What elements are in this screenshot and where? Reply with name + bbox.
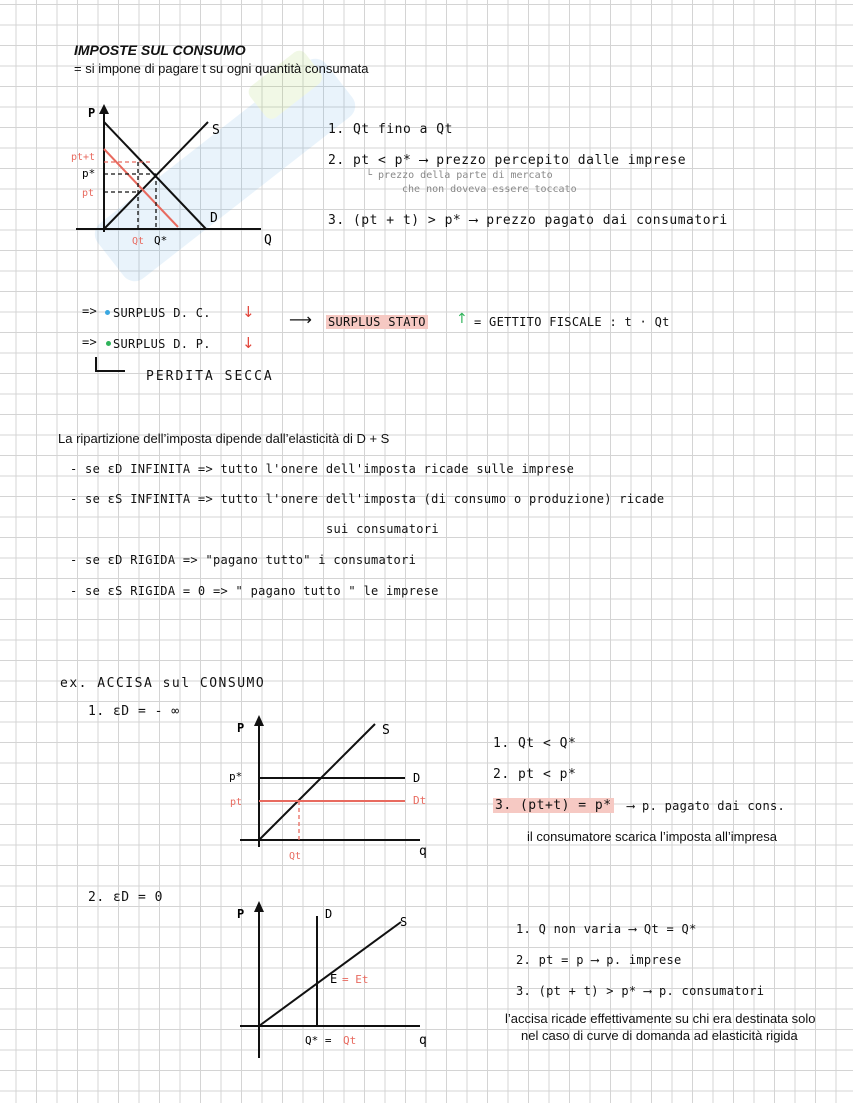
- page-title: IMPOSTE SUL CONSUMO: [74, 42, 246, 58]
- note1-item2-sub1: └ prezzo della parte di mercato: [366, 170, 553, 181]
- stato-up-arrow: ↑: [456, 311, 468, 327]
- perdita-secca: PERDITA SECCA: [146, 369, 274, 384]
- note3-item1: 1. Q non varia ⟶ Qt = Q*: [516, 922, 697, 936]
- graph3-label-e: E: [330, 972, 338, 986]
- graph3-label-s: S: [400, 915, 408, 929]
- ripartizione-rule-2b: sui consumatori: [326, 522, 439, 536]
- example-case-1: 1. ɛD = - ∞: [88, 704, 180, 719]
- graph-supply-demand-tax: [66, 102, 286, 252]
- ripartizione-rule-1: - se ɛD INFINITA => tutto l'onere dell'imposta ricade sulle imprese: [70, 462, 575, 476]
- graph2-label-d: D: [413, 771, 421, 785]
- graph1-label-d: D: [210, 211, 218, 226]
- perdita-bracket: [93, 355, 153, 375]
- graph3-label-et: = Et: [342, 973, 369, 986]
- graph1-label-pstar: p*: [82, 167, 96, 180]
- graph2-label-s: S: [382, 723, 390, 738]
- graph3-label-qt: Qt: [343, 1034, 357, 1047]
- graph1-y-arrow: [99, 104, 109, 114]
- note2-item2: 2. pt < p*: [493, 767, 577, 782]
- graph2-label-qt: Qt: [289, 851, 302, 862]
- graph2-label-pt: pt: [230, 797, 243, 808]
- graph1-label-qt: Qt: [132, 236, 145, 247]
- note3-caption-1: l’accisa ricade effettivamente su chi era destinata solo: [505, 1011, 816, 1026]
- example-case-2: 2. ɛD = 0: [88, 890, 163, 905]
- graph3-label-d: D: [325, 907, 333, 921]
- surplus-dc-down-arrow: ↓: [242, 303, 255, 321]
- surplus-arrow-1: =>: [82, 304, 98, 318]
- note2-caption: il consumatore scarica l’imposta all’impresa: [527, 829, 777, 844]
- graph3-label-q: q: [419, 1033, 427, 1048]
- ripartizione-rule-3: - se ɛD RIGIDA => "pagano tutto" i consumatori: [70, 553, 417, 567]
- graph2-supply-line: [259, 724, 375, 840]
- graph3-label-qstar: Q* =: [305, 1034, 332, 1047]
- bullet-green-dot: [106, 341, 111, 346]
- note3-item3: 3. (pt + t) > p* ⟶ p. consumatori: [516, 984, 765, 998]
- stato-arrow: ⟶: [289, 310, 312, 329]
- graph1-label-s: S: [212, 123, 220, 138]
- graph-elastic-demand: [225, 712, 445, 862]
- surplus-consumatori: SURPLUS D. C.: [113, 306, 211, 320]
- note1-item2-sub2: che non doveva essere toccato: [402, 184, 577, 195]
- page-subtitle: = si impone di pagare t su ogni quantità consumata: [74, 61, 369, 76]
- graph2-label-pstar: p*: [229, 770, 243, 783]
- graph2-label-q: q: [419, 844, 427, 859]
- note1-item1: 1. Qt fino a Qt: [328, 122, 453, 137]
- note2-item3-tail: ⟶ p. pagato dai cons.: [627, 799, 786, 813]
- surplus-arrow-2: =>: [82, 335, 98, 349]
- ripartizione-rule-4: - se ɛS RIGIDA = 0 => " pagano tutto " le imprese: [70, 584, 439, 598]
- graph1-label-pt: pt: [82, 188, 95, 199]
- graph-rigid-demand: [225, 898, 445, 1058]
- example-title: ex. ACCISA sul CONSUMO: [60, 676, 266, 691]
- note1-item2: 2. pt < p* ⟶ prezzo percepito dalle imprese: [328, 153, 687, 168]
- note3-item2: 2. pt = p ⟶ p. imprese: [516, 953, 682, 967]
- note2-item1: 1. Qt < Q*: [493, 736, 577, 751]
- graph3-label-p: P: [237, 907, 245, 921]
- bullet-blue-dot: [105, 310, 110, 315]
- surplus-produttori: SURPLUS D. P.: [113, 337, 211, 351]
- ripartizione-intro: La ripartizione dell’imposta dipende dall’elasticità di D + S: [58, 431, 390, 446]
- gettito-fiscale: = GETTITO FISCALE : t · Qt: [474, 315, 670, 329]
- note3-caption-2: nel caso di curve di domanda ad elasticità rigida: [521, 1028, 798, 1043]
- note1-item3: 3. (pt + t) > p* ⟶ prezzo pagato dai consumatori: [328, 213, 728, 228]
- note2-item3: 3. (pt+t) = p*: [495, 798, 612, 813]
- surplus-dp-down-arrow: ↓: [242, 334, 255, 352]
- graph1-label-q: Q: [264, 233, 272, 248]
- graph1-label-ptt: pt+t: [71, 152, 96, 163]
- surplus-stato: SURPLUS STATO: [328, 315, 426, 329]
- graph1-label-qstar: Q*: [154, 234, 168, 247]
- graph2-label-dt: Dt: [413, 794, 427, 807]
- graph1-label-p: P: [88, 106, 96, 120]
- graph2-label-p: P: [237, 721, 245, 735]
- ripartizione-rule-2: - se ɛS INFINITA => tutto l'onere dell'imposta (di consumo o produzione) ricade: [70, 492, 665, 506]
